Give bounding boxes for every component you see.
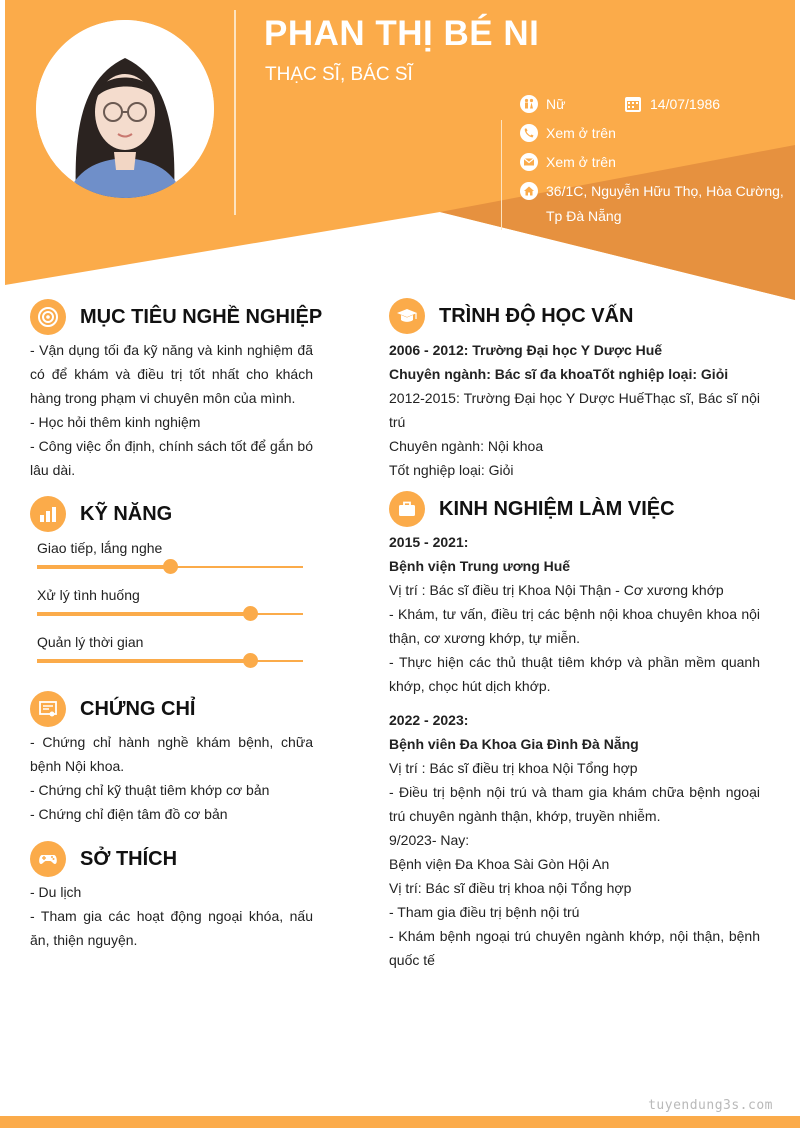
skill-track [37, 613, 303, 615]
skill-dot [163, 559, 178, 574]
skill-item [37, 585, 303, 615]
hobbies-text [30, 880, 313, 952]
header-divider [234, 10, 236, 215]
target-icon [30, 299, 66, 335]
skill-label: Xử lý tình huống [37, 587, 140, 603]
job-line: Vị trí : Bác sĩ điều trị khoa Nội Tổng hợp [389, 760, 638, 776]
objective-title: MỤC TIÊU NGHỀ NGHIỆP [80, 305, 323, 328]
objective-line: - Vận dụng tối đa kỹ năng và kinh nghiệm đã có để khám và điều trị tốt nhất cho khách hàng trong phạm vi chuyên môn của mình. [30, 342, 313, 406]
certificates-title: CHỨNG CHỈ [80, 697, 196, 720]
education-line: Tốt nghiệp loại: Giỏi [389, 462, 514, 478]
objective-heading [30, 299, 322, 335]
phone-value: Xem ở trên [546, 125, 616, 141]
candidate-name: PHAN THỊ BÉ NI [264, 14, 540, 53]
job-line: Vị trí : Bác sĩ điều trị Khoa Nội Thận - Cơ xương khớp [389, 582, 724, 598]
experience-job-2 [389, 708, 760, 972]
certificates-heading [30, 691, 195, 727]
education-line: 2006 - 2012: Trường Đại học Y Dược Huế [389, 342, 663, 358]
skill-track [37, 566, 303, 568]
skill-fill [37, 612, 250, 616]
job-line: Bệnh viện Đa Khoa Sài Gòn Hội An [389, 856, 610, 872]
certificates-text [30, 730, 313, 826]
experience-title: KINH NGHIỆM LÀM VIỆC [439, 497, 675, 520]
skill-fill [37, 659, 250, 663]
hobbies-heading [30, 841, 177, 877]
calendar-icon [624, 95, 642, 113]
job-line: - Khám bệnh ngoại trú chuyên ngành khớp, nội thận, bệnh quốc tế [389, 928, 760, 968]
job-line: 9/2023- Nay: [389, 832, 470, 848]
hobby-line: - Tham gia các hoạt động ngoại khóa, nấu ăn, thiện nguyện. [30, 908, 313, 948]
bottom-bar [0, 1116, 800, 1128]
bar-chart-icon [30, 496, 66, 532]
job-line: - Thực hiện các thủ thuật tiêm khớp và phần mềm quanh khớp, chọc hút dịch khớp. [389, 654, 760, 694]
education-text [389, 338, 760, 482]
hobby-line: - Du lịch [30, 884, 82, 900]
objective-text [30, 338, 313, 482]
skills-title: KỸ NĂNG [80, 502, 173, 525]
skills-heading [30, 496, 172, 532]
gamepad-icon [30, 841, 66, 877]
avatar [36, 20, 214, 198]
education-line: 2012-2015: Trường Đại học Y Dược HuếThạc sĩ, Bác sĩ nội trú [389, 390, 760, 430]
email-icon [520, 153, 538, 171]
address-line-1: 36/1C, Nguyễn Hữu Thọ, Hòa Cường, [546, 183, 784, 199]
skill-label: Giao tiếp, lắng nghe [37, 540, 163, 556]
address-line-2: Tp Đà Nẵng [546, 208, 622, 224]
objective-line: - Học hỏi thêm kinh nghiệm [30, 414, 201, 430]
birthday-value: 14/07/1986 [650, 96, 721, 112]
info-divider [501, 120, 502, 230]
certificate-line: - Chứng chỉ hành nghề khám bệnh, chữa bệnh Nội khoa. [30, 734, 313, 774]
skill-fill [37, 565, 170, 569]
certificate-icon [30, 691, 66, 727]
job-company: Bệnh viện Trung ương Huế [389, 558, 571, 574]
skill-item [37, 538, 303, 568]
objective-line: - Công việc ổn định, chính sách tốt để gắn bó lâu dài. [30, 438, 313, 478]
skill-dot [243, 653, 258, 668]
gender-item [520, 92, 565, 117]
skill-label: Quản lý thời gian [37, 634, 144, 650]
graduation-cap-icon [389, 298, 425, 334]
gender-value: Nữ [546, 96, 566, 112]
watermark: tuyendung3s.com [648, 1098, 773, 1113]
job-line: Vị trí: Bác sĩ điều trị khoa nội Tổng hợp [389, 880, 632, 896]
job-period: 2022 - 2023: [389, 712, 469, 728]
briefcase-icon [389, 491, 425, 527]
job-line: - Điều trị bệnh nội trú và tham gia khám chữa bệnh ngoại trú chuyên ngành thận, khớp, truyền nhiễm. [389, 784, 760, 824]
education-line: Chuyên ngành: Bác sĩ đa khoaTốt nghiệp loại: Giỏi [389, 366, 729, 382]
education-line: Chuyên ngành: Nội khoa [389, 438, 544, 454]
job-company: Bệnh viên Đa Khoa Gia Đình Đà Nẵng [389, 736, 639, 752]
education-title: TRÌNH ĐỘ HỌC VẤN [439, 304, 634, 327]
skill-dot [243, 606, 258, 621]
certificate-line: - Chứng chỉ điện tâm đồ cơ bản [30, 806, 228, 822]
home-icon [520, 182, 538, 200]
address-item [520, 179, 784, 229]
skill-track [37, 660, 303, 662]
hobbies-title: SỞ THÍCH [80, 847, 178, 870]
email-item [520, 150, 616, 175]
phone-icon [520, 124, 538, 142]
education-heading [389, 298, 633, 334]
skill-item [37, 632, 303, 662]
experience-heading [389, 491, 675, 527]
phone-item [520, 121, 616, 146]
email-value: Xem ở trên [546, 154, 616, 170]
job-line: - Tham gia điều trị bệnh nội trú [389, 904, 580, 920]
certificate-line: - Chứng chỉ kỹ thuật tiêm khớp cơ bản [30, 782, 270, 798]
gender-icon [520, 95, 538, 113]
birthday-item [624, 92, 720, 117]
job-period: 2015 - 2021: [389, 534, 469, 550]
experience-job-1 [389, 530, 760, 698]
job-line: - Khám, tư vấn, điều trị các bệnh nội khoa chuyên khoa nội thận, cơ xương khớp, tự miễn. [389, 606, 760, 646]
candidate-title: THẠC SĨ, BÁC SĨ [265, 64, 413, 85]
